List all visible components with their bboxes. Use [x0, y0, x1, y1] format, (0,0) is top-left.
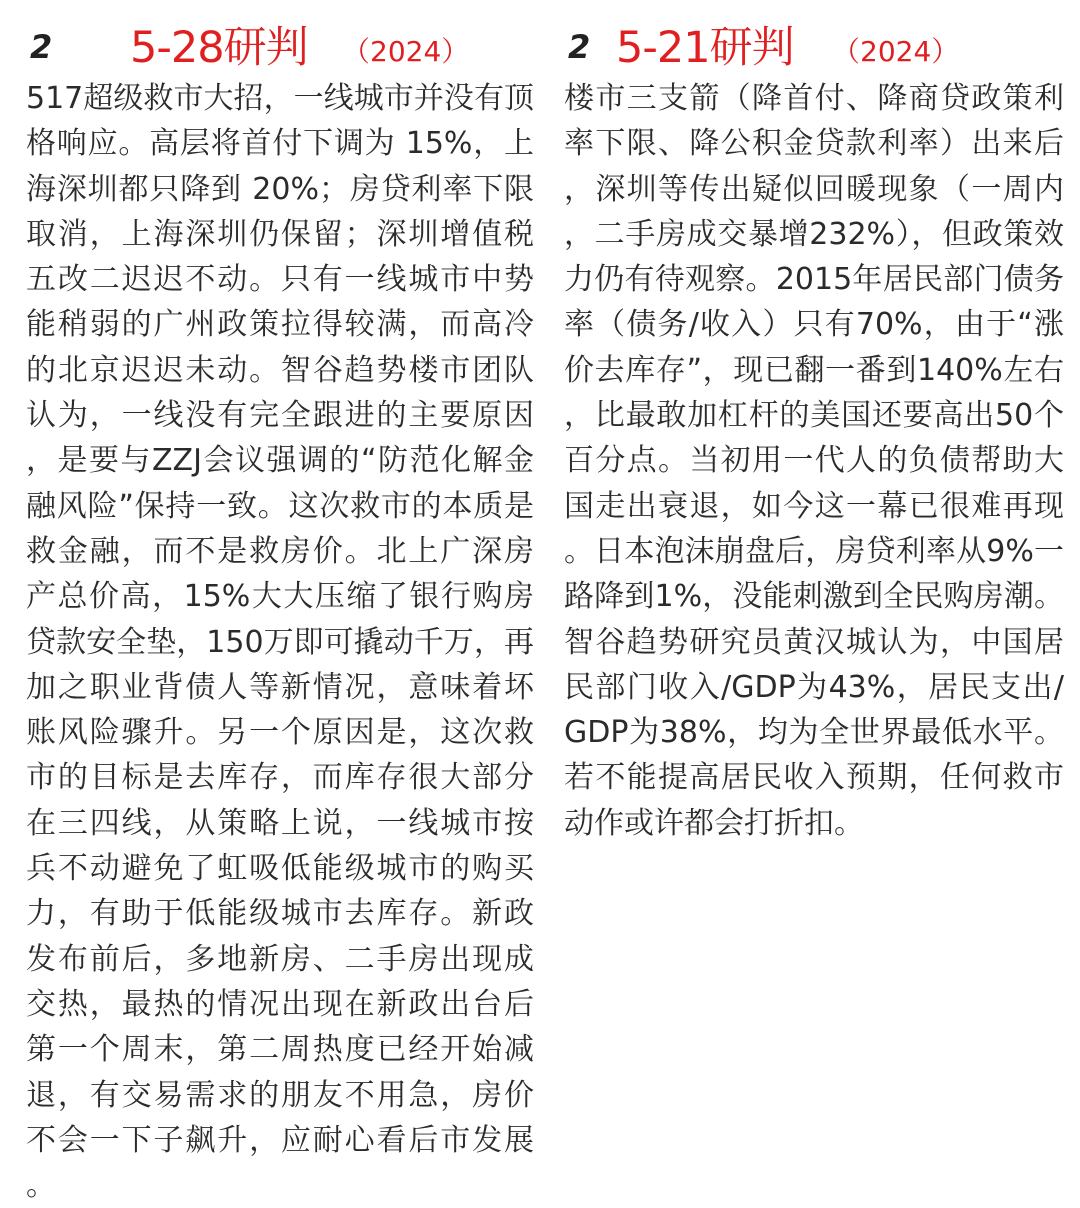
- left-year: （2024）: [342, 35, 470, 68]
- left-title: 5-28研判: [130, 23, 308, 73]
- left-item-number: 2: [30, 28, 53, 66]
- right-header: [564, 14, 1064, 76]
- right-body-text: 楼市三支箭（降首付、降商贷政策利率下限、降公积金贷款利率）出来后，深圳等传出疑似回暖现象（一周内，二手房成交暴增232%），但政策效力仍有待观察。2015年居民部门债务率（债务/收入）只有70%，由于“涨价去库存”，现已翻一番到140%左右，比最敢加杠杆的美国还要高出50个百分点。当初用一代人的负债帮助大国走出衰退，如今这一幕已很难再现。日本泡沫崩盘后，房贷利率从9%一路降到1%，没能刺激到全民购房潮。智谷趋势研究员黄汉城认为，中国居民部门收入/GDP为43%，居民支出/GDP为38%，均为全世界最低水平。若不能提高居民收入预期，任何救市动作或许都会打折扣。: [564, 81, 1064, 841]
- right-item-number: 2: [568, 28, 591, 66]
- left-body-text: 517超级救市大招，一线城市并没有顶格响应。高层将首付下调为 15%，上海深圳都只降到 20%；房贷利率下限取消，上海深圳仍保留；深圳增值税五改二迟迟不动。只有一线城市中势能稍弱的广州政策拉得较满，而高冷的北京迟迟未动。智谷趋势楼市团队认为，一线没有完全跟进的主要原因，是要与ZZJ会议强调的“防范化解金融风险”保持一致。这次救市的本质是救金融，而不是救房价。北上广深房产总价高，15%大大压缩了银行购房贷款安全垫，150万即可撬动千万，再加之职业背债人等新情况，意味着坏账风险骤升。另一个原因是，这次救市的目标是去库存，而库存很大部分在三四线，从策略上说，一线城市按兵不动避免了虹吸低能级城市的购买力，有助于低能级城市去库存。新政发布前后，多地新房、二手房出现成交热，最热的情况出现在新政出台后第一个周末，第二周热度已经开始减退，有交易需求的朋友不用急，房价不会一下子飙升，应耐心看后市发展。: [26, 81, 534, 1204]
- left-column: [26, 14, 534, 1208]
- right-year: （2024）: [832, 35, 960, 68]
- right-column: [564, 14, 1064, 846]
- right-title: 5-21研判: [616, 23, 794, 73]
- left-header: [26, 14, 534, 76]
